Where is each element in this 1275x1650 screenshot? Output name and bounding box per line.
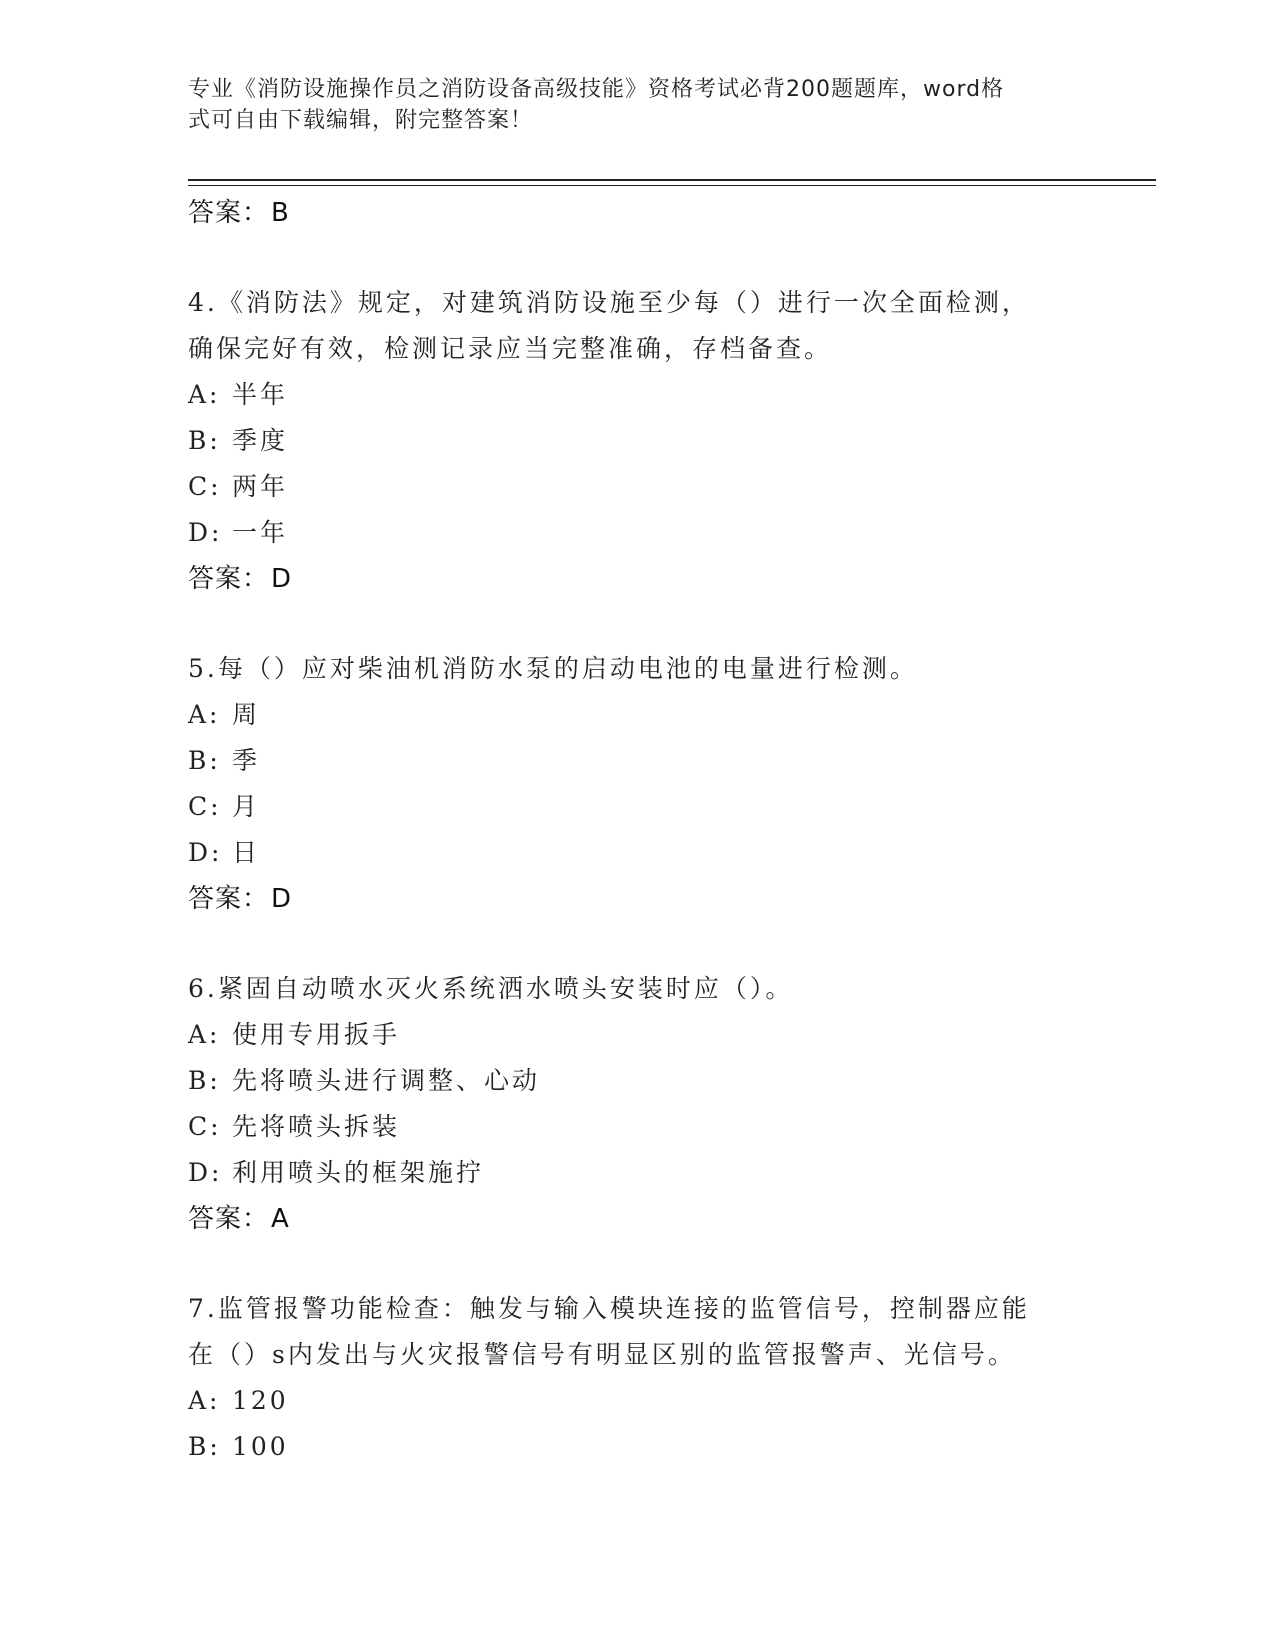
option-text: 日 — [232, 838, 261, 867]
answer-label: 答案： — [188, 1204, 270, 1234]
option-d — [188, 830, 1088, 876]
option-letter: A: — [188, 700, 221, 729]
option-letter: D: — [188, 838, 223, 867]
option-a — [188, 1012, 1088, 1058]
header-rule-thick — [188, 179, 1156, 181]
stem-line: 确保完好有效，检测记录应当完整准确，存档备查。 — [188, 334, 833, 363]
header-rule-thin — [188, 185, 1156, 186]
question-answer — [188, 556, 1088, 602]
option-a — [188, 1378, 1088, 1424]
answer-label: 答案： — [188, 198, 270, 228]
question-6 — [188, 966, 1088, 1242]
option-a — [188, 692, 1088, 738]
answer-key: A — [271, 1204, 290, 1234]
option-a — [188, 372, 1088, 418]
stem-line: 5.每（）应对柴油机消防水泵的启动电池的电量进行检测。 — [188, 654, 918, 683]
question-7 — [188, 1286, 1088, 1470]
option-letter: C: — [188, 792, 222, 821]
question-5 — [188, 646, 1088, 922]
answer-key: D — [271, 564, 293, 594]
question-stem — [188, 280, 1088, 372]
header-line-2: 式可自由下载编辑，附完整答案！ — [188, 108, 534, 133]
question-stem — [188, 966, 1088, 1012]
option-d — [188, 1150, 1088, 1196]
previous-answer — [188, 190, 1088, 236]
option-text: 利用喷头的框架施拧 — [232, 1158, 485, 1187]
question-stem — [188, 1286, 1088, 1378]
stem-line: 在（）s内发出与火灾报警信号有明显区别的监管报警声、光信号。 — [188, 1340, 1016, 1369]
option-text: 季 — [232, 746, 261, 775]
question-answer — [188, 876, 1088, 922]
option-text: 周 — [232, 700, 261, 729]
option-letter: B: — [188, 746, 221, 775]
option-text: 两年 — [232, 472, 289, 501]
document-body — [188, 190, 1088, 1470]
option-text: 使用专用扳手 — [232, 1020, 401, 1049]
answer-label: 答案： — [188, 564, 270, 594]
option-b — [188, 1058, 1088, 1104]
option-letter: B: — [188, 1432, 221, 1461]
option-text: 100 — [232, 1432, 289, 1461]
option-letter: B: — [188, 426, 221, 455]
option-letter: A: — [188, 380, 221, 409]
question-answer — [188, 1196, 1088, 1242]
question-stem — [188, 646, 1088, 692]
answer-label: 答案： — [188, 884, 270, 914]
option-c — [188, 1104, 1088, 1150]
option-letter: A: — [188, 1386, 221, 1415]
stem-line: 4.《消防法》规定，对建筑消防设施至少每（）进行一次全面检测， — [188, 288, 1030, 317]
option-c — [188, 784, 1088, 830]
option-b — [188, 418, 1088, 464]
option-text: 先将喷头进行调整、心动 — [232, 1066, 541, 1095]
stem-line: 7.监管报警功能检查：触发与输入模块连接的监管信号，控制器应能 — [188, 1294, 1030, 1323]
answer-key: D — [271, 884, 293, 914]
option-text: 月 — [232, 792, 261, 821]
option-c — [188, 464, 1088, 510]
option-letter: C: — [188, 472, 222, 501]
option-text: 一年 — [232, 518, 289, 547]
option-b — [188, 738, 1088, 784]
stem-line: 6.紧固自动喷水灭火系统洒水喷头安装时应（）。 — [188, 974, 794, 1003]
option-letter: D: — [188, 1158, 223, 1187]
option-text: 先将喷头拆装 — [232, 1112, 401, 1141]
document-header — [188, 74, 1088, 136]
question-4 — [188, 280, 1088, 602]
option-letter: A: — [188, 1020, 221, 1049]
option-text: 120 — [232, 1386, 289, 1415]
answer-key: B — [271, 198, 290, 228]
header-line-1: 专业《消防设施操作员之消防设备高级技能》资格考试必背200题题库，word格 — [188, 77, 1005, 102]
option-letter: C: — [188, 1112, 222, 1141]
option-letter: B: — [188, 1066, 221, 1095]
option-b — [188, 1424, 1088, 1470]
option-text: 季度 — [232, 426, 289, 455]
option-letter: D: — [188, 518, 223, 547]
option-d — [188, 510, 1088, 556]
option-text: 半年 — [232, 380, 289, 409]
